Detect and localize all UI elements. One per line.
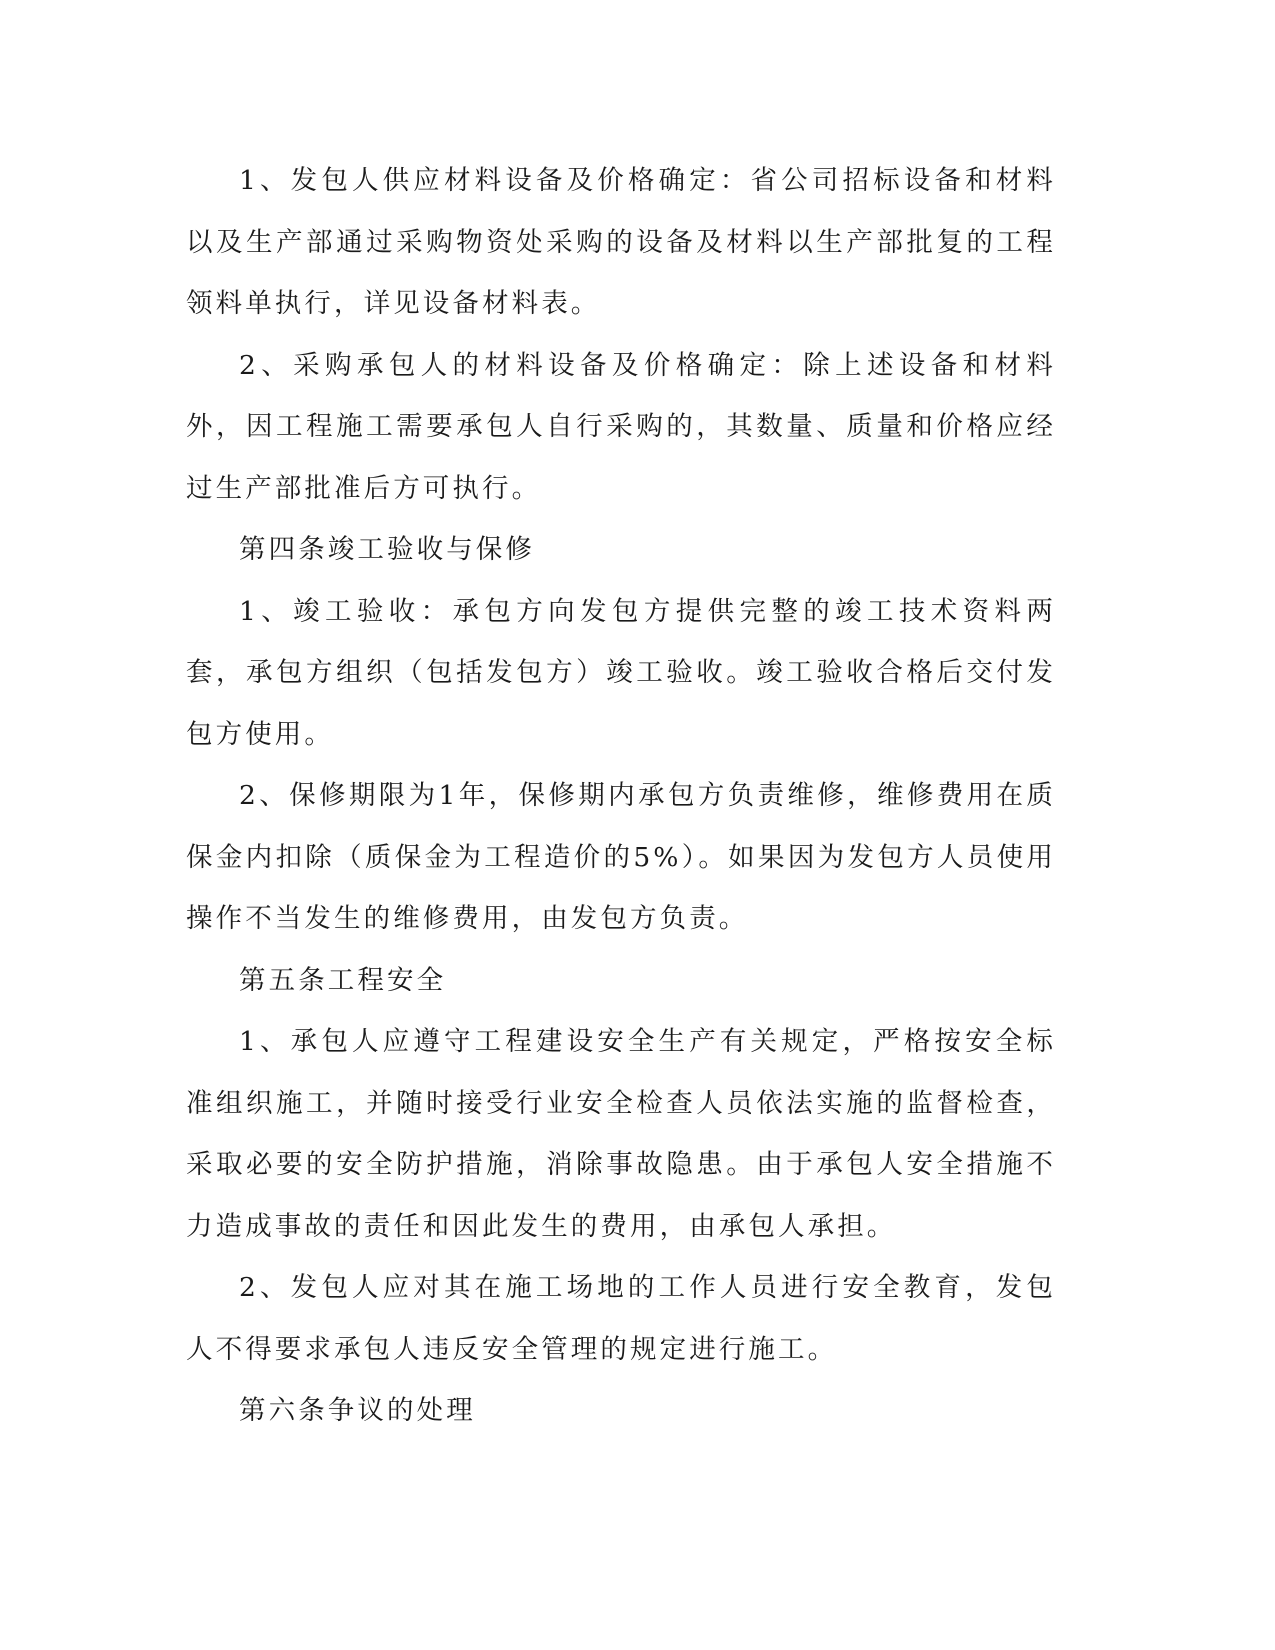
paragraph-contractor-materials: 2、采购承包人的材料设备及价格确定：除上述设备和材料外，因工程施工需要承包人自行采购的，其数量、质量和价格应经过生产部批准后方可执行。: [186, 349, 1056, 504]
document-page: [186, 150, 1056, 1442]
paragraph-supply-materials: 1、发包人供应材料设备及价格确定：省公司招标设备和材料以及生产部通过采购物资处采购的设备及材料以生产部批复的工程领料单执行，详见设备材料表。: [186, 165, 1056, 319]
section-heading-safety: 第五条工程安全: [239, 964, 447, 996]
section-heading-completion: 第四条竣工验收与保修: [239, 534, 535, 565]
paragraph-warranty: 2、保修期限为1年，保修期内承包方负责维修，维修费用在质保金内扣除（质保金为工程造价的5%）。如果因为发包方人员使用操作不当发生的维修费用，由发包方负责。: [186, 780, 1056, 934]
paragraph-completion-acceptance: 1、竣工验收：承包方向发包方提供完整的竣工技术资料两套，承包方组织（包括发包方）竣工验收。竣工验收合格后交付发包方使用。: [186, 595, 1056, 750]
paragraph-safety-contractor: 1、承包人应遵守工程建设安全生产有关规定，严格按安全标准组织施工，并随时接受行业安全检查人员依法实施的监督检查，采取必要的安全防护措施，消除事故隐患。由于承包人安全措施不力造成事故的责任和因此发生的费用，由承包人承担。: [186, 1026, 1056, 1242]
paragraph-safety-employer: 2、发包人应对其在施工场地的工作人员进行安全教育，发包人不得要求承包人违反安全管理的规定进行施工。: [186, 1272, 1056, 1365]
section-heading-disputes: 第六条争议的处理: [239, 1395, 476, 1426]
